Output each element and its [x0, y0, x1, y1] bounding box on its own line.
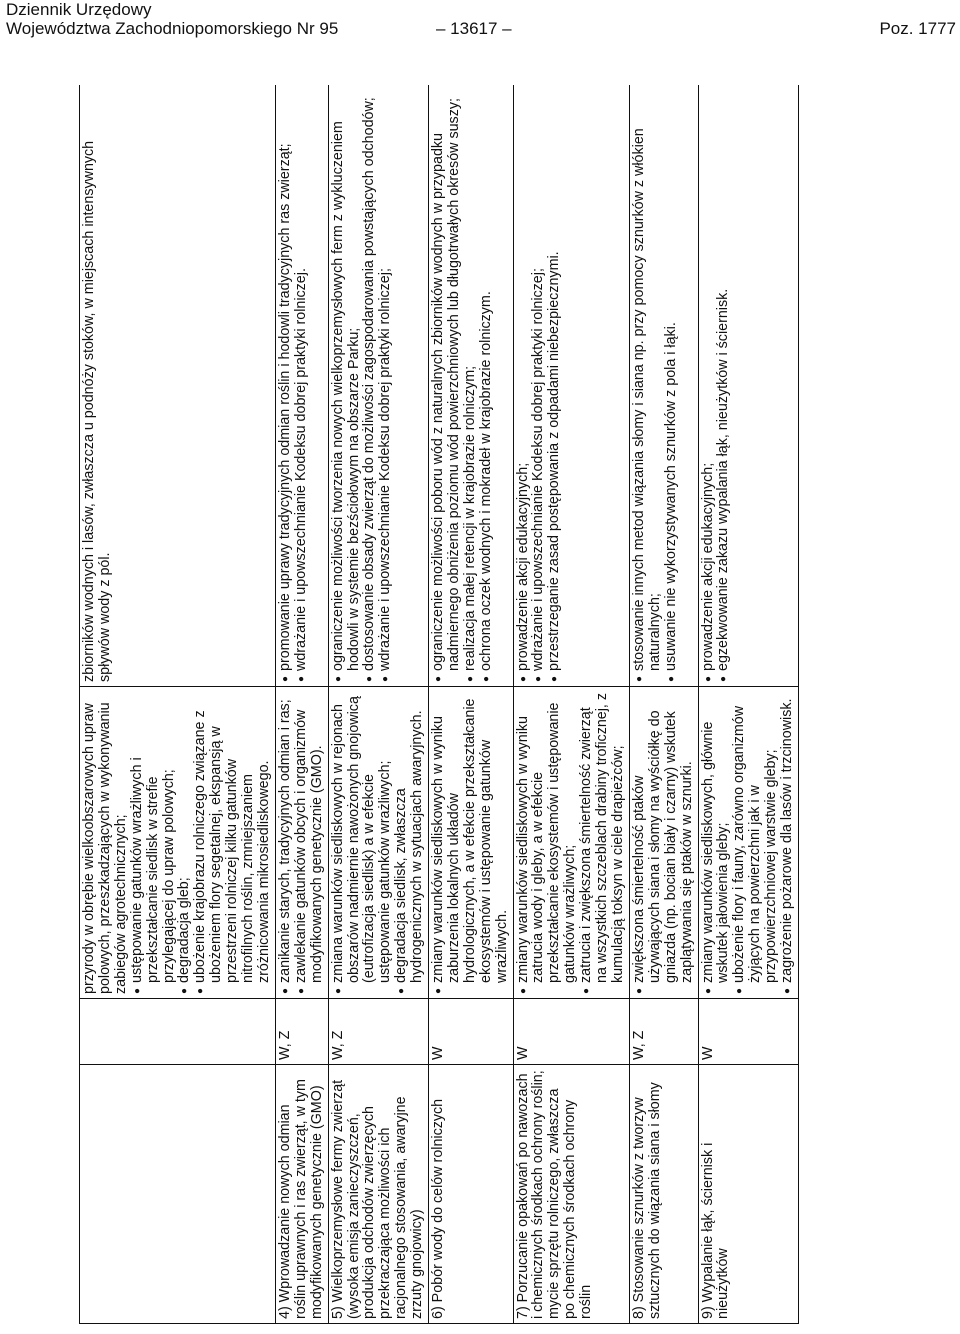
threat-cell: 4) Wprowadzanie nowych odmian roślin uprawnych i ras zwierząt, w tym modyfikowanych genetycznie (GMO)	[275, 1065, 328, 1324]
journal-issue: Województwa Zachodniopomorskiego Nr 95	[6, 19, 339, 38]
list-item: ● zagrożenie pożarowe dla lasów i trzcinowisk.	[780, 691, 796, 994]
actions-cell	[429, 85, 514, 687]
list-item: ● ubożenie flory i fauny, zarówno organizmów żyjących na powierzchni jak i w przypowierzchniowej warstwie gleby;	[732, 691, 780, 994]
rotated-table-area	[79, 85, 888, 1324]
symbol-cell	[80, 999, 276, 1065]
list-item: ● promowanie uprawy tradycyjnych odmian roślin i hodowli tradycyjnych ras zwierząt;	[278, 89, 294, 682]
list-item: ● ograniczenie możliwości poboru wód z naturalnych zbiorników wodnych w przypadku nadmiernego obniżenia poziomu wód powierzchniowych lub długotrwałych okresów suszy;	[431, 89, 463, 682]
rotated-table-container	[79, 85, 888, 1324]
page-header	[6, 0, 956, 38]
table-row	[629, 85, 698, 1324]
list-item: ● ustępowanie gatunków wrażliwych i przekształcanie siedlisk w strefie przylegającej do upraw polowych;	[130, 691, 178, 994]
symbol-cell: W	[429, 999, 514, 1065]
list-item: ● zanikanie starych, tradycyjnych odmian i ras;	[278, 691, 294, 994]
list-item: ● egzekwowanie zakazu wypalania łąk, nieużytków i ściernisk.	[716, 89, 732, 682]
list-item: ● ochrona oczek wodnych i mokradeł w krajobrazie rolniczym.	[479, 89, 495, 682]
list-item: ● realizacja małej retencji w krajobrazie rolniczym;	[463, 89, 479, 682]
list-item: ● wdrażanie i upowszechnianie Kodeksu dobrej praktyki rolniczej;	[378, 89, 394, 682]
effects-cell	[513, 687, 629, 999]
threat-cell: 7) Porzucanie opakowań po nawozach i chemicznych środkach ochrony roślin; mycie sprzętu rolniczego, zwłaszcza po chemicznych środkach ochrony roślin	[513, 1065, 629, 1324]
list-item: ● prowadzenie akcji edukacyjnych;	[701, 89, 717, 682]
effects-cell	[698, 687, 798, 999]
list-item: ● degradacja gleb;	[177, 691, 193, 994]
effects-intro-text: przyrody w obrębie wielkoobszarowych upraw polowych, przeszkadzających w wykonywaniu zabiegów agrotechnicznych;	[81, 702, 129, 994]
effects-cell	[629, 687, 698, 999]
symbol-cell: W, Z	[328, 999, 428, 1065]
threat-cell: 8) Stosowanie sznurków z tworzyw sztucznych do wiązania siana i słomy	[629, 1065, 698, 1324]
threats-table	[79, 85, 799, 1324]
list-item: ● wdrażanie i upowszechnianie Kodeksu dobrej praktyki rolniczej.	[294, 89, 310, 682]
actions-list	[431, 89, 495, 682]
effects-list	[130, 691, 273, 994]
threats-table-body	[80, 85, 799, 1324]
list-item: ● usuwanie nie wykorzystywanych sznurków z pola i łąki.	[664, 89, 680, 682]
table-row	[513, 85, 629, 1324]
list-item: ● zwiększona śmiertelność ptaków używających siana i słomy na wyściółkę do gniazda (np. bocian biały i czarny) wskutek zaplątywania się ptaków w sznurki.	[632, 691, 696, 994]
list-item: ● degradacja siedlisk, zwłaszcza hydrogenicznych w sytuacjach awaryjnych.	[394, 691, 426, 994]
threat-cell: 6) Pobór wody do celów rolniczych	[429, 1065, 514, 1324]
list-item: ● zawlekanie gatunków obcych i organizmów modyfikowanych genetycznie (GMO).	[294, 691, 326, 994]
actions-cell	[328, 85, 428, 687]
actions-list	[516, 89, 564, 682]
list-item: ● zmiana warunków siedliskowych w rejonach obszarów nadmiernie nawożonych gnojowicą (eutrofizacja siedlisk) a w efekcie ustępowanie gatunków wrażliwych;	[331, 691, 395, 994]
list-item: ● przestrzeganie zasad postępowania z odpadami niebezpiecznymi.	[547, 89, 563, 682]
effects-cell	[275, 687, 328, 999]
list-item: ● stosowanie innych metod wiązania słomy i siana np. przy pomocy sznurków z włókien naturalnych;	[632, 89, 664, 682]
table-row	[80, 85, 276, 1324]
effects-list	[701, 691, 796, 994]
actions-list	[331, 89, 395, 682]
list-item: ● prowadzenie akcji edukacyjnych;	[516, 89, 532, 682]
table-row	[275, 85, 328, 1324]
list-item: ● zatrucia i zwiększona śmiertelność zwierząt na wszystkich szczeblach drabiny troficznej, z kumulacją toksyn w ciele drapieżców;	[579, 691, 627, 994]
position-number: Poz. 1777	[879, 19, 956, 38]
list-item: ● zmiany warunków siedliskowych w wyniku zatrucia wody i gleby, a w efekcie przekształcanie ekosystemów i ustępowanie gatunków wrażliwych;	[516, 691, 580, 994]
effects-list	[331, 691, 426, 994]
actions-cell	[629, 85, 698, 687]
table-row	[698, 85, 798, 1324]
actions-list	[632, 89, 680, 682]
actions-cell	[698, 85, 798, 687]
list-item: ● ograniczenie możliwości tworzenia nowych wielkoprzemysłowych ferm z wykluczeniem hodowli w systemie bezściołowym na obszarze Parku;	[331, 89, 363, 682]
actions-cell	[80, 85, 276, 687]
threat-cell	[80, 1065, 276, 1324]
actions-list	[701, 89, 733, 682]
symbol-cell: W	[513, 999, 629, 1065]
list-item: ● ubożenie krajobrazu rolniczego związane z ubożeniem flory segetalnej, ekspansją w przestrzeni rolniczej kilku gatunków nitrofilnych roślin, zmniejszaniem zróżnicowania mikrosiedliskowego.	[193, 691, 273, 994]
effects-cell	[328, 687, 428, 999]
list-item: ● dostosowanie obsady zwierząt do możliwości zagospodarowania powstających odchodów;	[362, 89, 378, 682]
effects-list	[516, 691, 627, 994]
page-number: – 13617 –	[436, 19, 512, 38]
list-item: ● wdrażanie i upowszechnianie Kodeksu dobrej praktyki rolniczej;	[531, 89, 547, 682]
actions-intro-text: zbiorników wodnych i lasów, zwłaszcza u podnóży stoków, w miejscach intensywnych spływów wody z pól.	[81, 140, 113, 682]
effects-list	[278, 691, 326, 994]
threat-cell: 5) Wielkoprzemysłowe fermy zwierząt (wysoka emisja zanieczyszczeń, produkcja odchodów zwierzęcych przekraczająca możliwości ich racjonalnego stosowania, awaryjne zrzuty gnojowicy)	[328, 1065, 428, 1324]
symbol-cell: W, Z	[275, 999, 328, 1065]
actions-list	[278, 89, 310, 682]
table-row	[429, 85, 514, 1324]
effects-list	[632, 691, 696, 994]
threat-cell: 9) Wypalanie łąk, ściernisk i nieużytków	[698, 1065, 798, 1324]
journal-title: Dziennik Urzędowy	[6, 0, 152, 19]
effects-cell	[80, 687, 276, 999]
effects-list	[431, 691, 511, 994]
symbol-cell: W, Z	[629, 999, 698, 1065]
list-item: ● zmiany warunków siedliskowych, głównie wskutek jałowienia gleby;	[701, 691, 733, 994]
effects-cell	[429, 687, 514, 999]
list-item: ● zmiany warunków siedliskowych w wyniku zaburzenia lokalnych układów hydrologicznych, a w efekcie przekształcanie ekosystemów i ustępowanie gatunków wrażliwych.	[431, 691, 511, 994]
table-row	[328, 85, 428, 1324]
actions-cell	[513, 85, 629, 687]
actions-cell	[275, 85, 328, 687]
symbol-cell: W	[698, 999, 798, 1065]
